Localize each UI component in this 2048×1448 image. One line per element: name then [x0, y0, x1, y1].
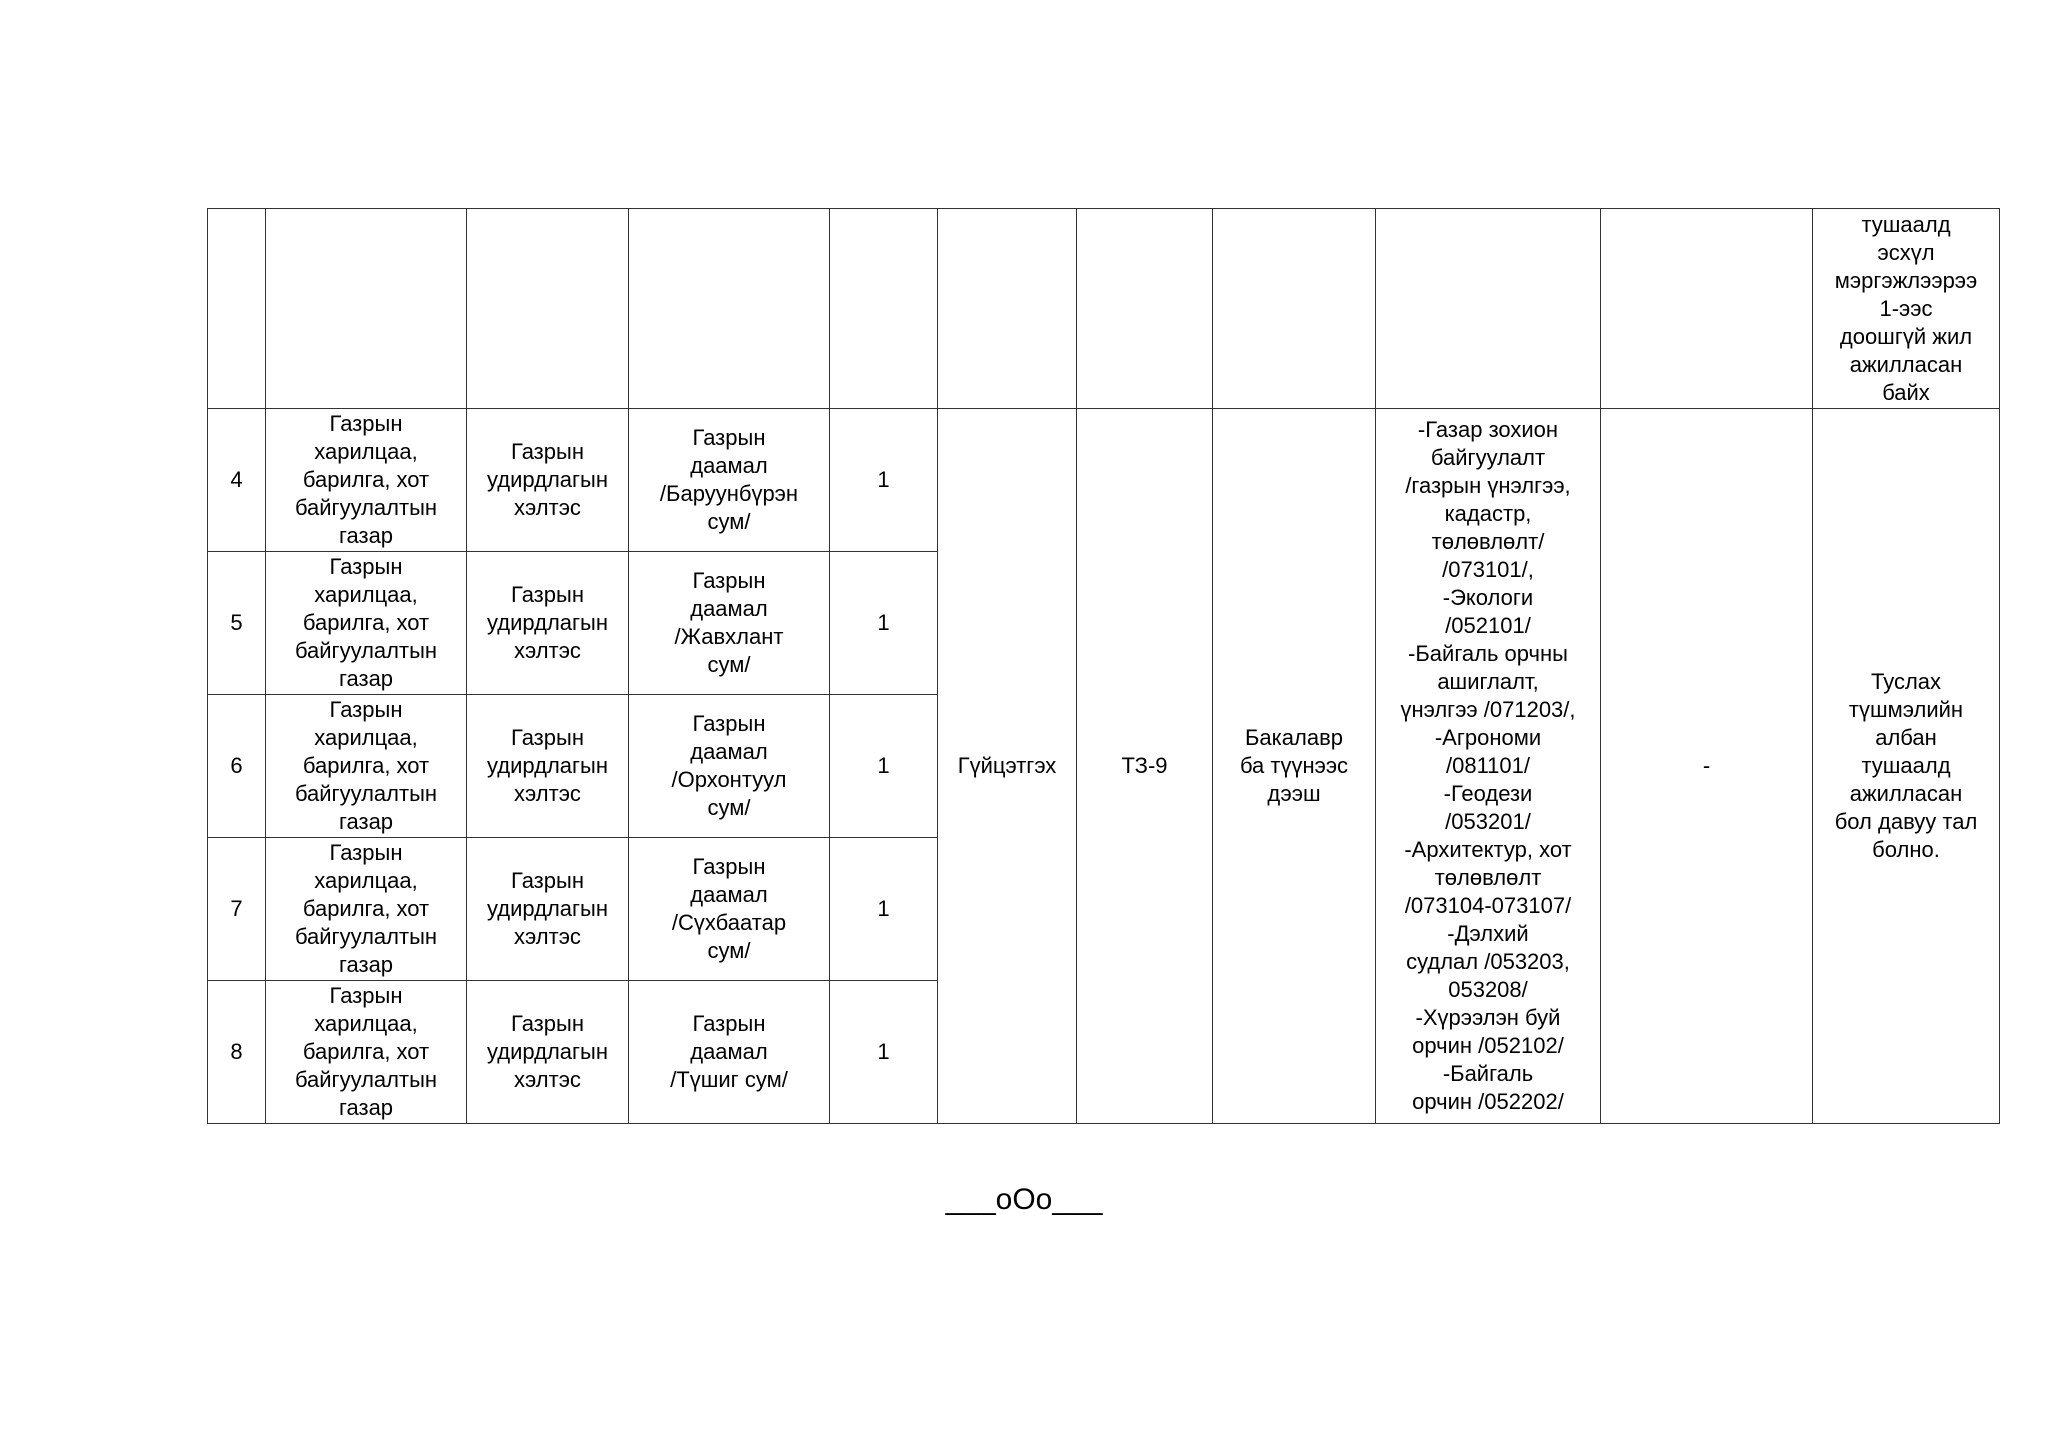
row-number: 8 — [208, 981, 266, 1124]
cell-empty — [208, 209, 266, 409]
unit-cell: Газрын удирдлагын хэлтэс — [467, 409, 629, 552]
rank-cell: ТЗ-9 — [1077, 409, 1213, 1124]
organization-cell: Газрын харилцаа, барилга, хот байгуулалтын газар — [266, 552, 467, 695]
unit-cell: Газрын удирдлагын хэлтэс — [467, 695, 629, 838]
organization-cell: Газрын харилцаа, барилга, хот байгуулалтын газар — [266, 981, 467, 1124]
cell-empty — [1213, 209, 1376, 409]
cell-empty — [467, 209, 629, 409]
certificate-cell: - — [1601, 409, 1813, 1124]
cell-empty — [629, 209, 830, 409]
cell-empty — [938, 209, 1077, 409]
position-cell: Газрын даамал /Түшиг сум/ — [629, 981, 830, 1124]
row-number: 7 — [208, 838, 266, 981]
position-cell: Газрын даамал /Жавхлант сум/ — [629, 552, 830, 695]
continuation-row — [208, 209, 2000, 409]
advantage-cell: Туслах түшмэлийн албан тушаалд ажилласан бол давуу тал болно. — [1813, 409, 2000, 1124]
positions-table — [207, 208, 2000, 1124]
end-of-document-mark: ___oOo___ — [945, 1183, 1103, 1216]
row-number: 6 — [208, 695, 266, 838]
count-cell: 1 — [830, 981, 938, 1124]
unit-cell: Газрын удирдлагын хэлтэс — [467, 981, 629, 1124]
row-number: 5 — [208, 552, 266, 695]
cell-empty — [1601, 209, 1813, 409]
count-cell: 1 — [830, 552, 938, 695]
unit-cell: Газрын удирдлагын хэлтэс — [467, 552, 629, 695]
position-cell: Газрын даамал /Баруунбүрэн сум/ — [629, 409, 830, 552]
cell-empty — [1077, 209, 1213, 409]
position-cell: Газрын даамал /Орхонтуул сум/ — [629, 695, 830, 838]
continuation-requirement: тушаалд эсхүл мэргэжлээрээ 1-ээс доошгүй жил ажилласан байх — [1813, 209, 2000, 409]
cell-empty — [266, 209, 467, 409]
category-cell: Гүйцэтгэх — [938, 409, 1077, 1124]
position-cell: Газрын даамал /Сүхбаатар сум/ — [629, 838, 830, 981]
cell-empty — [1376, 209, 1601, 409]
specialties-cell: -Газар зохион байгуулалт /газрын үнэлгээ, кадастр, төлөвлөлт/ /073101/, -Экологи /052101/ -Байгаль орчны ашиглалт, үнэлгээ /071203/, -Агрономи /081101/ -Геодези /053201/ -Архитектур, хот төлөвлөлт /073104-073107/ -Дэлхий судлал /053203, 053208/ -Хүрээлэн буй орчин /052102/ -Байгаль орчин /052202/ — [1376, 409, 1601, 1124]
organization-cell: Газрын харилцаа, барилга, хот байгуулалтын газар — [266, 695, 467, 838]
unit-cell: Газрын удирдлагын хэлтэс — [467, 838, 629, 981]
count-cell: 1 — [830, 695, 938, 838]
table-row — [208, 409, 2000, 552]
count-cell: 1 — [830, 838, 938, 981]
count-cell: 1 — [830, 409, 938, 552]
education-cell: Бакалавр ба түүнээс дээш — [1213, 409, 1376, 1124]
cell-empty — [830, 209, 938, 409]
organization-cell: Газрын харилцаа, барилга, хот байгуулалтын газар — [266, 409, 467, 552]
organization-cell: Газрын харилцаа, барилга, хот байгуулалтын газар — [266, 838, 467, 981]
row-number: 4 — [208, 409, 266, 552]
